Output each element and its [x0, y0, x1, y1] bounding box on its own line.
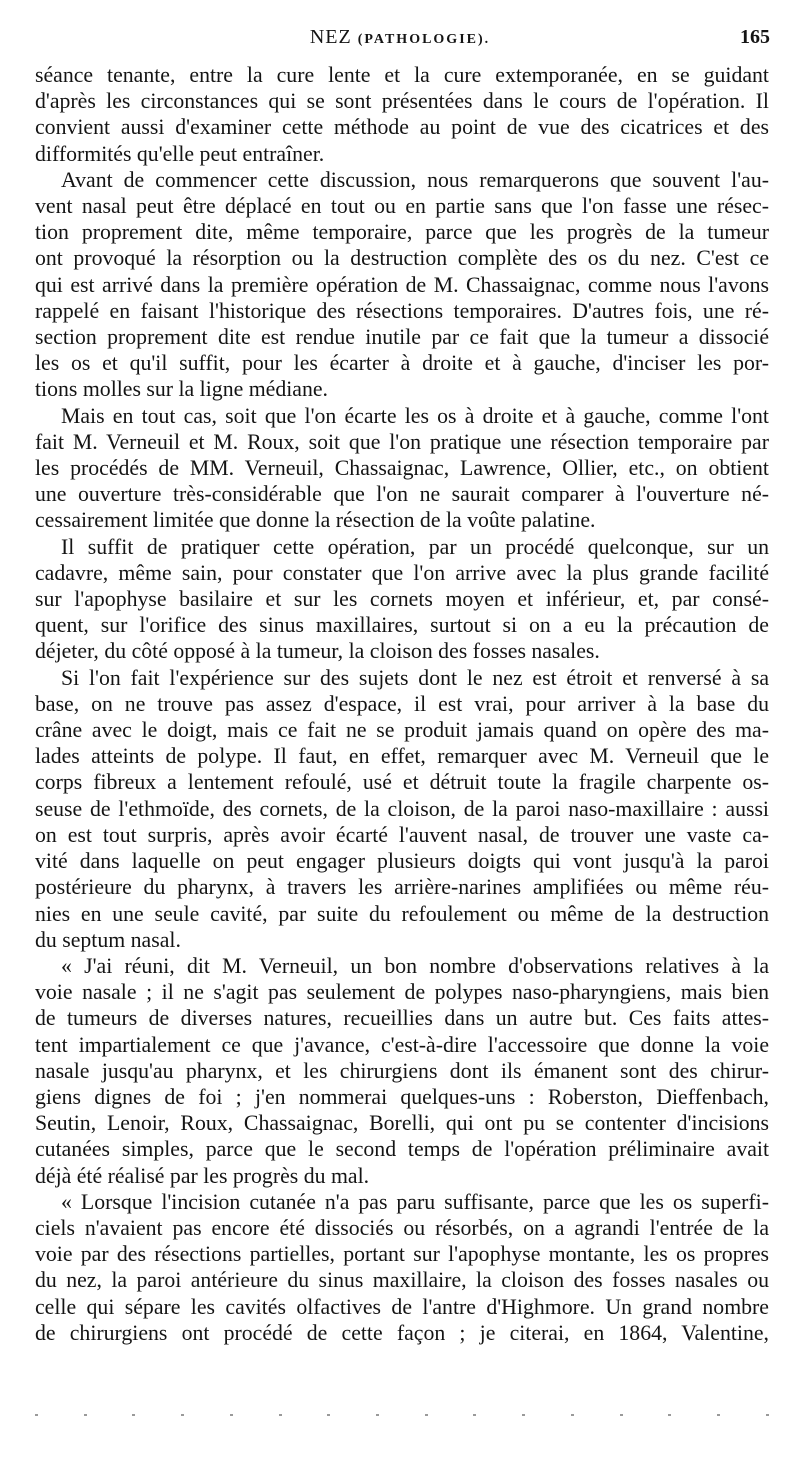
text-line: celle qui sépare les cavités olfactives de l'antre d'Highmore. Un grand nombre	[35, 1294, 769, 1319]
scan-mark	[279, 1414, 282, 1416]
page-body	[35, 62, 769, 1346]
text-line: Seutin, Lenoir, Roux, Chassaignac, Borelli, qui ont pu se contenter d'incisions	[35, 1111, 769, 1136]
scan-mark	[35, 1414, 38, 1416]
text-line: « Lorsque l'incision cutanée n'a pas paru suffisante, parce que les os superfi-	[61, 1189, 769, 1214]
text-line: cutanées simples, parce que le second temps de l'opération préliminaire avait	[35, 1137, 769, 1162]
text-line: cessairement limitée que donne la résection de la voûte palatine.	[35, 508, 596, 533]
text-line: rappelé en faisant l'historique des résections temporaires. D'autres fois, une ré-	[35, 298, 769, 323]
scan-mark	[620, 1414, 623, 1416]
text-line: de chirurgiens ont procédé de cette façon ; je citerai, en 1864, Valentine,	[35, 1320, 769, 1345]
running-header	[0, 26, 800, 56]
scan-mark	[425, 1414, 428, 1416]
scan-mark	[522, 1414, 525, 1416]
scan-mark	[717, 1414, 720, 1416]
text-line: Mais en tout cas, soit que l'on écarte les os à droite et à gauche, comme l'ont	[61, 403, 769, 428]
scan-mark	[230, 1414, 233, 1416]
scan-mark	[668, 1414, 671, 1416]
scan-mark	[327, 1414, 330, 1416]
scan-mark	[84, 1414, 87, 1416]
text-line: ciels n'avaient pas encore été dissociés ou résorbés, on a agrandi l'entrée de la	[35, 1215, 769, 1240]
text-line: difformités qu'elle peut entraîner.	[35, 141, 325, 166]
text-line: d'après les circonstances qui se sont présentées dans le cours de l'opération. Il	[35, 89, 769, 114]
text-line: déjà été réalisé par les progrès du mal.	[35, 1163, 370, 1188]
text-line: crâne avec le doigt, mais ce fait ne se produit jamais quand on opère des ma-	[35, 718, 769, 743]
scan-mark	[376, 1414, 379, 1416]
text-line: vité dans laquelle on peut engager plusieurs doigts qui vont jusqu'à la paroi	[35, 849, 769, 874]
footer-scan-marks	[35, 1414, 769, 1422]
text-line: tent impartialement ce que j'avance, c'est-à-dire l'accessoire que donne la voie	[35, 1032, 769, 1057]
text-line: corps fibreux a lentement refoulé, usé et détruit toute la fragile charpente os-	[35, 770, 769, 795]
text-line: ont provoqué la résorption ou la destruction complète des os du nez. C'est ce	[35, 246, 769, 271]
text-line: les os et qu'il suffit, pour les écarter à droite et à gauche, d'inciser les por-	[35, 351, 769, 376]
scan-mark	[181, 1414, 184, 1416]
text-line: section proprement dite est rendue inutile par ce fait que la tumeur a dissocié	[35, 325, 769, 350]
text-line: vent nasal peut être déplacé en tout ou en partie sans que l'on fasse une résec-	[35, 194, 769, 219]
scan-mark	[766, 1414, 769, 1416]
text-line: fait M. Verneuil et M. Roux, soit que l'on pratique une résection temporaire par	[35, 429, 769, 454]
text-line: quent, sur l'orifice des sinus maxillaires, surtout si on a eu la précaution de	[35, 613, 769, 638]
text-line: une ouverture très-considérable que l'on ne saurait comparer à l'ouverture né-	[35, 482, 769, 507]
text-line: Avant de commencer cette discussion, nous remarquerons que souvent l'au-	[61, 167, 769, 192]
text-line: Si l'on fait l'expérience sur des sujets dont le nez est étroit et renversé à sa	[61, 665, 769, 690]
text-line: séance tenante, entre la cure lente et la cure extemporanée, en se guidant	[35, 63, 769, 87]
text-line: les procédés de MM. Verneuil, Chassaignac, Lawrence, Ollier, etc., on obtient	[35, 456, 769, 481]
scan-mark	[571, 1414, 574, 1416]
text-line: cadavre, même sain, pour constater que l'on arrive avec la plus grande facilité	[35, 560, 769, 585]
text-line: « J'ai réuni, dit M. Verneuil, un bon nombre d'observations relatives à la	[61, 953, 769, 978]
text-line: du septum nasal.	[35, 927, 181, 952]
text-line: nies en une seule cavité, par suite du refoulement ou même de la destruction	[35, 901, 769, 926]
page-number: 165	[740, 26, 770, 48]
scan-mark	[132, 1414, 135, 1416]
text-line: giens dignes de foi ; j'en nommerai quelques-uns : Roberston, Dieffenbach,	[35, 1084, 769, 1109]
header-title-main: NEZ	[309, 26, 352, 48]
text-line: seuse de l'ethmoïde, des cornets, de la cloison, de la paroi naso-maxillaire : aussi	[35, 796, 769, 821]
text-line: on est tout surpris, après avoir écarté l'auvent nasal, de trouver une vaste ca-	[35, 822, 769, 847]
text-line: base, on ne trouve pas assez d'espace, il est vrai, pour arriver à la base du	[35, 691, 769, 716]
text-line: nasale jusqu'au pharynx, et les chirurgiens dont ils émanent sont des chirur-	[35, 1058, 769, 1083]
text-line: sur l'apophyse basilaire et sur les cornets moyen et inférieur, et, par consé-	[35, 587, 769, 612]
text-line: Il suffit de pratiquer cette opération, par un procédé quelconque, sur un	[61, 534, 769, 559]
text-line: postérieure du pharynx, à travers les arrière-narines amplifiées ou même réu-	[35, 875, 769, 900]
text-line: tions molles sur la ligne médiane.	[35, 377, 328, 402]
text-line: tion proprement dite, même temporaire, parce que les progrès de la tumeur	[35, 220, 769, 245]
text-line: de tumeurs de diverses natures, recueillies dans un autre but. Ces faits attes-	[35, 1006, 769, 1031]
text-line: voie par des résections partielles, portant sur l'apophyse montante, les os propres	[35, 1242, 769, 1267]
header-title	[0, 26, 800, 49]
text-line: voie nasale ; il ne s'agit pas seulement de polypes naso-pharyngiens, mais bien	[35, 980, 769, 1005]
text-line: convient aussi d'examiner cette méthode au point de vue des cicatrices et des	[35, 115, 769, 140]
text-line: lades atteints de polype. Il faut, en effet, remarquer avec M. Verneuil que le	[35, 744, 769, 769]
text-line: déjeter, du côté opposé à la tumeur, la cloison des fosses nasales.	[35, 639, 600, 664]
text-line: qui est arrivé dans la première opération de M. Chassaignac, comme nous l'avons	[35, 272, 769, 297]
text-line: du nez, la paroi antérieure du sinus maxillaire, la cloison des fosses nasales ou	[35, 1268, 769, 1293]
header-subtitle: (PATHOLOGIE).	[357, 32, 491, 47]
scan-mark	[473, 1414, 476, 1416]
